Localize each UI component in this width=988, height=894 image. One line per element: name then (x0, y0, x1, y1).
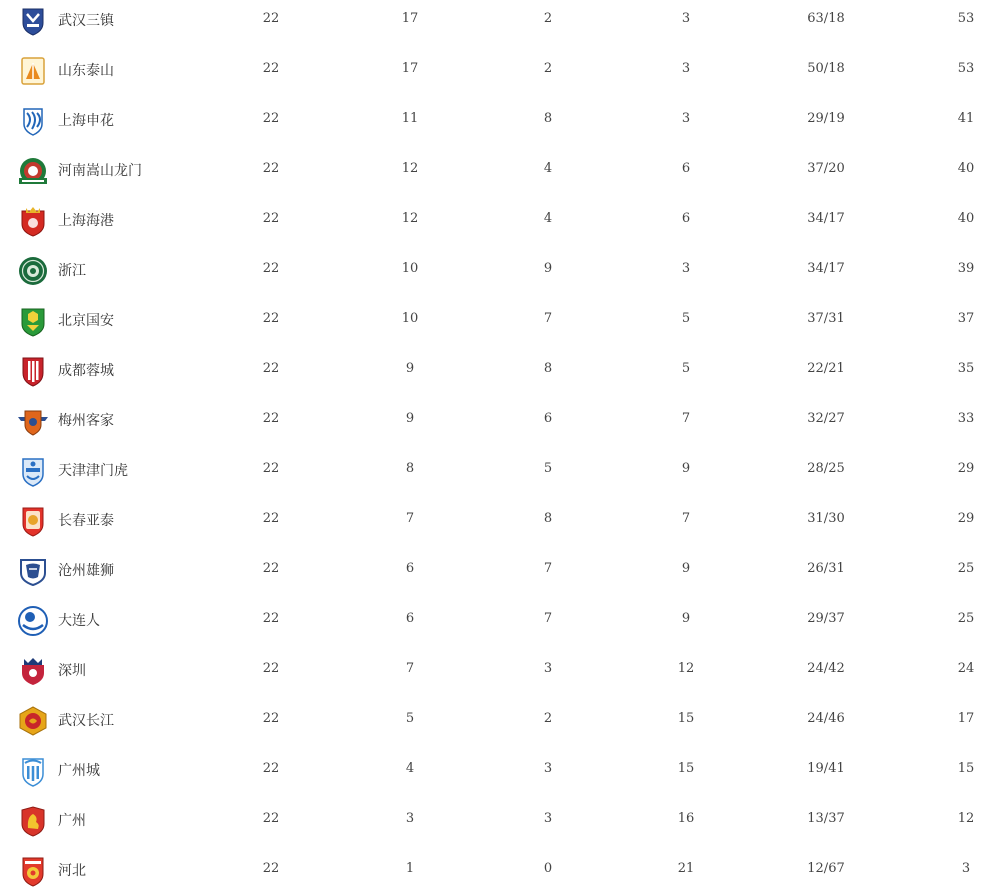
table-row (0, 444, 988, 494)
goals-for-against: 31/30 (807, 511, 845, 526)
team-name: 成都蓉城 (58, 363, 114, 379)
draws: 7 (543, 611, 553, 626)
matches-played: 22 (262, 861, 280, 876)
matches-played: 22 (262, 461, 280, 476)
hebei-fc-crest-icon (17, 855, 49, 887)
goals-for-against: 32/27 (807, 411, 845, 426)
goals-for-against: 29/19 (807, 111, 845, 126)
draws: 8 (543, 361, 553, 376)
points: 29 (957, 461, 975, 476)
draws: 8 (543, 511, 553, 526)
table-row (0, 44, 988, 94)
matches-played: 22 (262, 111, 280, 126)
draws: 7 (543, 311, 553, 326)
matches-played: 22 (262, 711, 280, 726)
matches-played: 22 (262, 211, 280, 226)
wins: 4 (405, 761, 415, 776)
matches-played: 22 (262, 311, 280, 326)
wuhan-yangtze-river-crest-icon (17, 705, 49, 737)
draws: 3 (543, 811, 553, 826)
matches-played: 22 (262, 761, 280, 776)
points: 33 (957, 411, 975, 426)
guangzhou-city-crest-icon (17, 755, 49, 787)
losses: 7 (681, 511, 691, 526)
matches-played: 22 (262, 261, 280, 276)
points: 25 (957, 561, 975, 576)
losses: 9 (681, 611, 691, 626)
wins: 10 (401, 311, 419, 326)
henan-songshan-longmen-crest-icon (17, 155, 49, 187)
shandong-taishan-crest-icon (17, 55, 49, 87)
wins: 6 (405, 561, 415, 576)
dalian-pro-crest-icon (17, 605, 49, 637)
beijing-guoan-crest-icon (17, 305, 49, 337)
matches-played: 22 (262, 661, 280, 676)
goals-for-against: 22/21 (807, 361, 845, 376)
draws: 3 (543, 661, 553, 676)
losses: 21 (677, 861, 695, 876)
matches-played: 22 (262, 411, 280, 426)
goals-for-against: 24/42 (807, 661, 845, 676)
team-name: 山东泰山 (58, 63, 114, 79)
draws: 6 (543, 411, 553, 426)
points: 53 (957, 11, 975, 26)
wins: 10 (401, 261, 419, 276)
wins: 12 (401, 211, 419, 226)
points: 53 (957, 61, 975, 76)
matches-played: 22 (262, 161, 280, 176)
draws: 0 (543, 861, 553, 876)
team-name: 长春亚泰 (58, 513, 114, 529)
points: 15 (957, 761, 975, 776)
team-name: 浙江 (58, 263, 86, 279)
guangzhou-fc-crest-icon (17, 805, 49, 837)
team-name: 上海申花 (58, 113, 114, 129)
table-row (0, 0, 988, 44)
wins: 7 (405, 511, 415, 526)
wuhan-three-towns-crest-icon (17, 5, 49, 37)
losses: 9 (681, 461, 691, 476)
points: 25 (957, 611, 975, 626)
draws: 2 (543, 61, 553, 76)
points: 37 (957, 311, 975, 326)
table-row (0, 294, 988, 344)
goals-for-against: 63/18 (807, 11, 845, 26)
chengdu-rongcheng-crest-icon (17, 355, 49, 387)
table-row (0, 394, 988, 444)
losses: 16 (677, 811, 695, 826)
losses: 6 (681, 211, 691, 226)
draws: 7 (543, 561, 553, 576)
table-row (0, 694, 988, 744)
losses: 7 (681, 411, 691, 426)
wins: 11 (401, 111, 419, 126)
goals-for-against: 28/25 (807, 461, 845, 476)
matches-played: 22 (262, 11, 280, 26)
goals-for-against: 34/17 (807, 261, 845, 276)
meizhou-hakka-crest-icon (17, 405, 49, 437)
wins: 12 (401, 161, 419, 176)
losses: 15 (677, 761, 695, 776)
wins: 6 (405, 611, 415, 626)
points: 24 (957, 661, 975, 676)
team-name: 广州 (58, 813, 86, 829)
matches-played: 22 (262, 811, 280, 826)
goals-for-against: 12/67 (807, 861, 845, 876)
losses: 5 (681, 311, 691, 326)
points: 40 (957, 211, 975, 226)
table-row (0, 844, 988, 894)
matches-played: 22 (262, 611, 280, 626)
draws: 4 (543, 161, 553, 176)
points: 39 (957, 261, 975, 276)
zhejiang-crest-icon (17, 255, 49, 287)
team-name: 上海海港 (58, 213, 114, 229)
goals-for-against: 24/46 (807, 711, 845, 726)
points: 3 (961, 861, 971, 876)
cangzhou-mighty-lions-crest-icon (17, 555, 49, 587)
draws: 9 (543, 261, 553, 276)
points: 40 (957, 161, 975, 176)
team-name: 深圳 (58, 663, 86, 679)
draws: 8 (543, 111, 553, 126)
draws: 5 (543, 461, 553, 476)
draws: 4 (543, 211, 553, 226)
goals-for-against: 29/37 (807, 611, 845, 626)
table-row (0, 494, 988, 544)
matches-played: 22 (262, 561, 280, 576)
goals-for-against: 50/18 (807, 61, 845, 76)
wins: 1 (405, 861, 415, 876)
draws: 2 (543, 11, 553, 26)
goals-for-against: 26/31 (807, 561, 845, 576)
wins: 9 (405, 361, 415, 376)
team-name: 河南嵩山龙门 (58, 163, 142, 179)
tianjin-jinmen-tiger-crest-icon (17, 455, 49, 487)
losses: 3 (681, 61, 691, 76)
table-row (0, 794, 988, 844)
table-row (0, 744, 988, 794)
table-row (0, 644, 988, 694)
goals-for-against: 19/41 (807, 761, 845, 776)
team-name: 武汉三镇 (58, 13, 114, 29)
losses: 3 (681, 111, 691, 126)
wins: 9 (405, 411, 415, 426)
table-row (0, 594, 988, 644)
wins: 17 (401, 11, 419, 26)
matches-played: 22 (262, 61, 280, 76)
table-row (0, 94, 988, 144)
wins: 8 (405, 461, 415, 476)
draws: 2 (543, 711, 553, 726)
losses: 9 (681, 561, 691, 576)
shanghai-shenhua-crest-icon (17, 105, 49, 137)
wins: 3 (405, 811, 415, 826)
losses: 5 (681, 361, 691, 376)
draws: 3 (543, 761, 553, 776)
team-name: 河北 (58, 863, 86, 879)
points: 41 (957, 111, 975, 126)
wins: 5 (405, 711, 415, 726)
matches-played: 22 (262, 511, 280, 526)
table-row (0, 144, 988, 194)
matches-played: 22 (262, 361, 280, 376)
losses: 12 (677, 661, 695, 676)
team-name: 北京国安 (58, 313, 114, 329)
table-row (0, 244, 988, 294)
losses: 3 (681, 261, 691, 276)
table-row (0, 544, 988, 594)
shanghai-port-crest-icon (17, 205, 49, 237)
team-name: 大连人 (58, 613, 100, 629)
goals-for-against: 37/31 (807, 311, 845, 326)
points: 17 (957, 711, 975, 726)
team-name: 武汉长江 (58, 713, 114, 729)
wins: 7 (405, 661, 415, 676)
points: 29 (957, 511, 975, 526)
points: 35 (957, 361, 975, 376)
team-name: 天津津门虎 (58, 463, 128, 479)
wins: 17 (401, 61, 419, 76)
team-name: 沧州雄狮 (58, 563, 114, 579)
losses: 15 (677, 711, 695, 726)
changchun-yatai-crest-icon (17, 505, 49, 537)
goals-for-against: 34/17 (807, 211, 845, 226)
losses: 3 (681, 11, 691, 26)
points: 12 (957, 811, 975, 826)
goals-for-against: 37/20 (807, 161, 845, 176)
goals-for-against: 13/37 (807, 811, 845, 826)
shenzhen-crest-icon (17, 655, 49, 687)
table-row (0, 344, 988, 394)
team-name: 广州城 (58, 763, 100, 779)
team-name: 梅州客家 (58, 413, 114, 429)
losses: 6 (681, 161, 691, 176)
table-row (0, 194, 988, 244)
